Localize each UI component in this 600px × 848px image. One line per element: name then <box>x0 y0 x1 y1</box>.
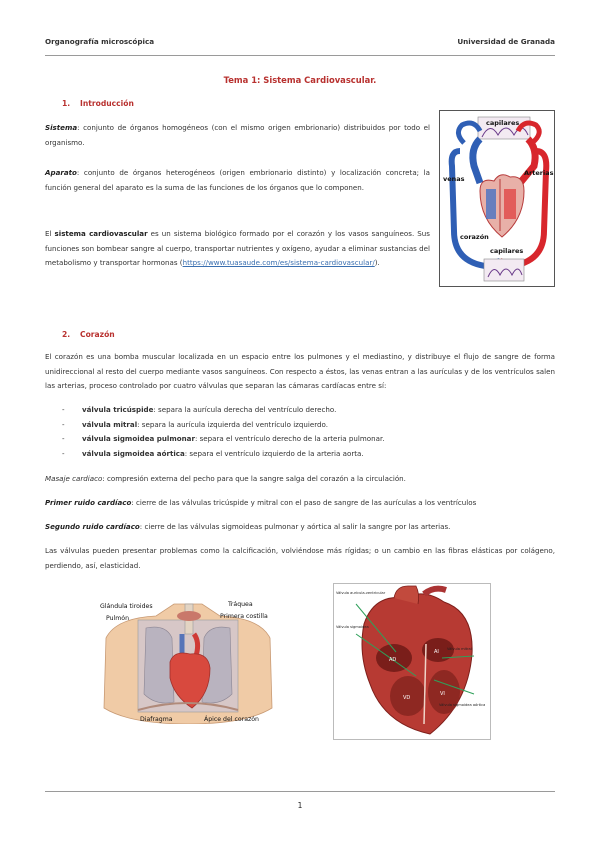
valve-term: válvula tricúspide <box>82 405 154 414</box>
heart-label-2: Válvula sigmoidea <box>336 625 369 629</box>
label-apice: Ápice del corazón <box>204 716 259 723</box>
section-2-title: Corazón <box>80 330 115 339</box>
header-course: Organografía microscópica <box>45 37 155 46</box>
valve-text: : separa el ventrículo derecho de la arteria pulmonar. <box>194 434 385 444</box>
valve-text: : separa la aurícula izquierda del ventrículo izquierdo. <box>137 419 328 429</box>
primer-ruido <box>45 496 555 511</box>
segundo-text: : cierre de las válvulas sigmoideas pulmonar y aórtica al salir la sangre por las arterias. <box>139 522 451 531</box>
segundo-term: Segundo ruido cardíaco <box>45 522 140 531</box>
footer-rule <box>45 791 555 792</box>
section-1-title: Introducción <box>80 99 134 108</box>
header-university: Universidad de Granada <box>457 37 555 46</box>
heart-label-3: Válvula mitral <box>447 647 472 651</box>
circulation-diagram <box>439 110 555 287</box>
vein-top <box>473 139 480 183</box>
label-arterias: Arterias <box>524 169 554 177</box>
header-rule <box>45 55 555 56</box>
section-1-number: 1. <box>62 99 71 108</box>
heart-right-chambers <box>486 189 496 219</box>
corazon-intro: El corazón es una bomba muscular localizada en un espacio entre los pulmones y el mediastino, y distribuye el flujo de sangre de forma unidireccional al resto del cuerpo mediante vasos sanguíneos. Con respecto a éstos, las venas entran a las aurículas y de los ventrículos salen las arterias, proceso controlado por cuatro válvulas que separan las cámaras cardíacas entre sí: <box>45 352 555 391</box>
chamber-label-vd: VD <box>403 695 411 701</box>
page-header <box>45 37 555 49</box>
sistema-definition <box>45 121 430 150</box>
valve-text: : separa la aurícula derecha del ventrículo derecho. <box>153 405 337 414</box>
cv-text: es un sistema biológico formado por el corazón y los vasos sanguíneos. Sus funciones son bombear sangre al cuerpo, transportar nutrientes y oxígeno, ayudar a eliminar sustancias del metabolismo y transportar hormonas ( <box>45 229 430 268</box>
valve-term: válvula sigmoidea aórtica <box>82 448 185 458</box>
valve-term: válvula sigmoidea pulmonar <box>82 434 195 444</box>
chamber-label-vi: VI <box>440 691 445 697</box>
section-2-heading <box>62 330 115 339</box>
label-capilares-bottom: capilares <box>490 247 524 255</box>
thorax-svg <box>96 598 280 724</box>
left-lung <box>144 627 174 703</box>
cardiovascular-definition <box>45 227 430 271</box>
label-venas: venas <box>443 175 465 183</box>
document-title: Tema 1: Sistema Cardiovascular. <box>223 75 377 85</box>
section-2-number: 2. <box>62 330 71 339</box>
aparato-term: Aparato <box>45 168 77 177</box>
aparato-definition <box>45 166 430 195</box>
valves-list <box>62 403 384 461</box>
sistema-text: : conjunto de órganos homogéneos (con el mismo origen embrionario) distribuidos por todo el organismo. <box>45 123 430 147</box>
heart-left-chambers <box>504 189 516 219</box>
valve-text: : separa el ventrículo izquierdo de la arteria aorta. <box>184 448 364 458</box>
chamber-label-ai: AI <box>434 649 439 655</box>
label-capilares-top: capilares <box>486 119 520 127</box>
label-diafragma: Diafragma <box>140 716 173 723</box>
label-corazon: corazón <box>460 233 489 241</box>
masaje-text: : compresión externa del pecho para que la sangre salga del corazón a la circulación. <box>102 474 406 483</box>
valvulas-problemas: Las válvulas pueden presentar problemas como la calcificación, volviéndose más rígidas; o un cambio en las fibras elásticas por colágeno, perdiendo, así, elasticidad. <box>45 546 555 570</box>
cv-prefix: El <box>45 229 55 238</box>
label-costilla: Primera costilla <box>220 613 268 620</box>
heart-section-illustration <box>333 583 491 740</box>
heart-label-1: Válvula aurícula-ventricular <box>336 591 386 595</box>
label-pulmon: Pulmón <box>106 615 129 622</box>
section-1-heading <box>62 99 134 108</box>
heart-label-4: Válvula sigmoidea aórtica <box>439 703 486 707</box>
masaje-cardiaco <box>45 472 555 487</box>
primer-text: : cierre de las válvulas tricúspide y mitral con el paso de sangre de las aurículas a los ventrículos <box>131 498 477 507</box>
aparato-text: : conjunto de órganos heterogéneos (origen embrionario distinto) y localización concreta; la función general del aparato es la suma de las funciones de los órganos que lo componen. <box>45 168 430 192</box>
list-item <box>62 432 384 447</box>
chamber-label-ad: AD <box>389 657 397 663</box>
circulation-svg <box>440 111 555 287</box>
cv-term: sistema cardiovascular <box>54 229 148 238</box>
list-item <box>62 418 384 433</box>
label-traquea: Tráquea <box>228 601 253 608</box>
list-item <box>62 447 384 462</box>
masaje-term: Masaje cardiaco <box>45 474 103 483</box>
list-item <box>62 403 384 418</box>
valve-term: válvula mitral <box>82 419 138 429</box>
label-glandula: Glándula tiroides <box>100 603 153 610</box>
segundo-ruido <box>45 520 555 535</box>
heart-section-svg <box>334 584 491 740</box>
page-number: 1 <box>297 801 303 810</box>
primer-term: Primer ruido cardíaco <box>45 498 132 507</box>
source-link[interactable]: https://www.tuasaude.com/es/sistema-cardiovascular/ <box>182 258 375 268</box>
cv-suffix: ). <box>374 258 380 268</box>
thyroid <box>177 611 201 621</box>
sistema-term: Sistema <box>45 123 78 132</box>
thorax-illustration <box>96 598 280 724</box>
